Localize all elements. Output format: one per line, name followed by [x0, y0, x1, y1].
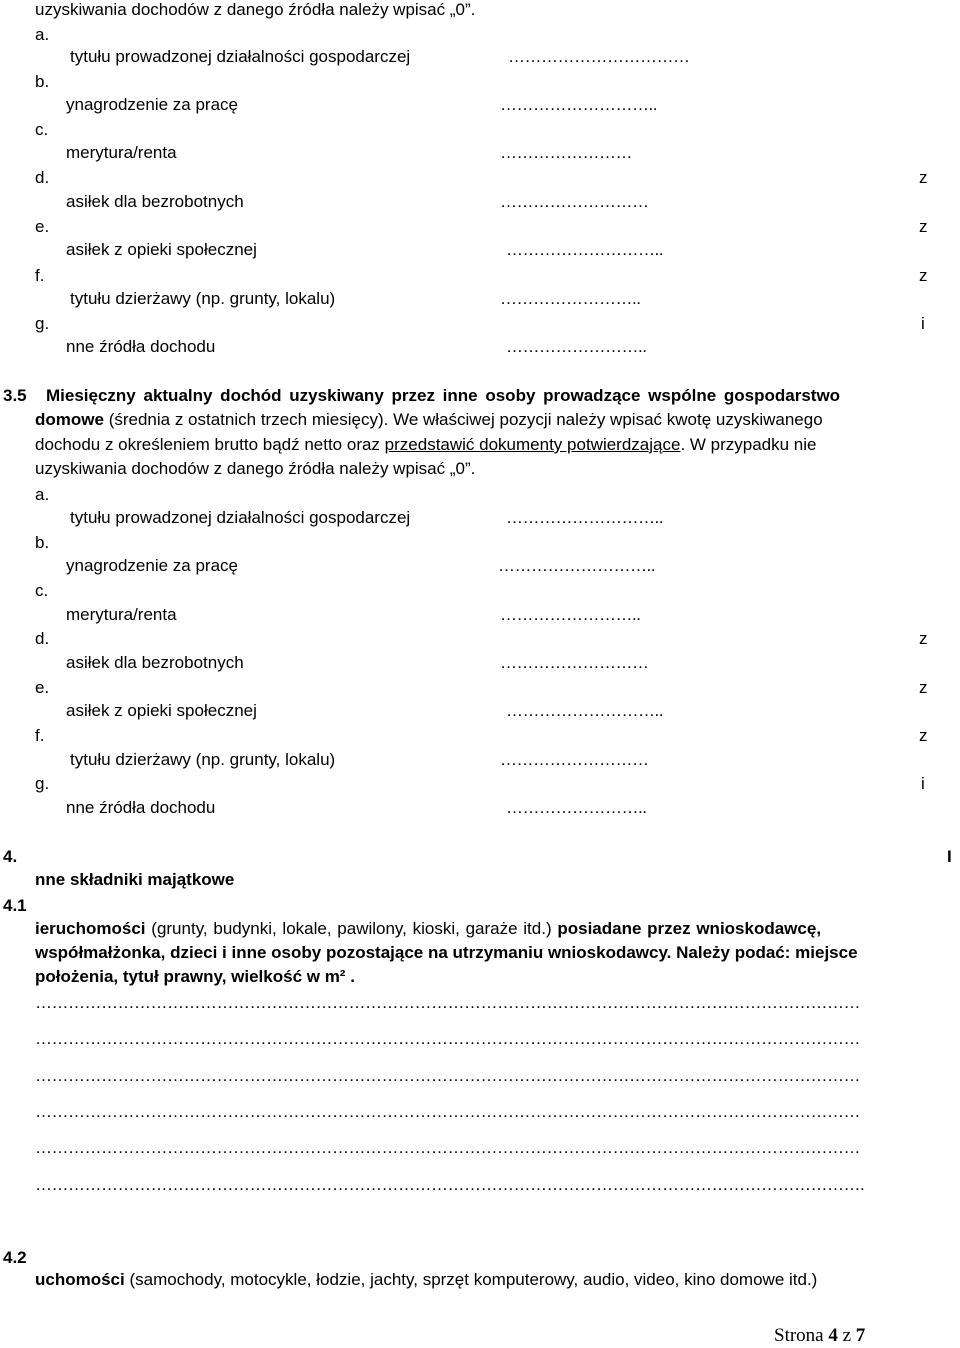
section-title-note: (średnia z ostatnich trzech miesięcy). [108, 410, 389, 429]
footer-page-number: 4 [828, 1325, 838, 1346]
fill-in-dots[interactable]: …………………….. [500, 605, 641, 624]
list-letter: e. [35, 217, 50, 236]
fill-in-line[interactable]: …………………………………………………………………………………………………………………………………… [35, 993, 860, 1012]
fill-in-dots[interactable]: …………………… [500, 143, 632, 162]
section-line [35, 919, 821, 939]
section-line [35, 1270, 817, 1290]
section-text-line: uzyskiwania dochodów z danego źródła należy wpisać „0”. [35, 459, 476, 478]
list-item-label: asiłek dla bezrobotnych [66, 192, 244, 211]
list-item-label: nne źródła dochodu [66, 337, 216, 356]
fill-in-dots[interactable]: …………………….. [506, 798, 647, 817]
fill-in-line[interactable]: ……………………………………………………………………………………………………………………………………. [35, 1175, 865, 1194]
list-item-label: ynagrodzenie za pracę [66, 95, 239, 114]
fill-in-dots[interactable]: ……………………….. [506, 508, 663, 527]
section-title-bold: ieruchomości [35, 919, 146, 938]
list-item-label: asiłek z opieki społecznej [66, 240, 257, 259]
fill-in-dots[interactable]: …………………….. [506, 337, 647, 356]
section-text-underlined: przedstawić dokumenty potwierdzające [384, 435, 681, 454]
list-letter: c. [35, 120, 49, 139]
footer-page-total: 7 [855, 1325, 866, 1346]
list-item-label: merytura/renta [66, 605, 177, 624]
list-letter: g. [35, 774, 50, 793]
footer-sep: z [842, 1325, 852, 1346]
section-title: nne składniki majątkowe [35, 870, 235, 889]
fill-in-dots[interactable]: …………………….. [500, 289, 641, 308]
margin-letter: z [919, 678, 928, 697]
list-item-label: merytura/renta [66, 143, 177, 162]
margin-letter: i [921, 774, 925, 793]
fill-in-dots[interactable]: ……………………….. [498, 556, 655, 575]
section-number: 4.2 [3, 1248, 27, 1267]
list-letter: d. [35, 168, 50, 187]
section-title-bold: posiadane przez wnioskodawcę, [557, 919, 822, 938]
list-letter: c. [35, 581, 49, 600]
list-item-label: tytułu dzierżawy (np. grunty, lokalu) [70, 750, 336, 769]
page-footer [774, 1326, 865, 1346]
list-letter: f. [35, 726, 45, 745]
list-item-label: ynagrodzenie za pracę [66, 556, 239, 575]
section-title-line-2 [35, 410, 823, 430]
section-title-bold: uchomości [35, 1270, 125, 1289]
list-letter: g. [35, 314, 50, 333]
section-note: (samochody, motocykle, łodzie, jachty, sprzęt komputerowy, audio, video, kino domowe itd.) [129, 1270, 818, 1289]
section-line: położenia, tytuł prawny, wielkość w m² . [35, 967, 355, 986]
list-item-label: asiłek dla bezrobotnych [66, 653, 244, 672]
footer-prefix: Strona [774, 1325, 824, 1346]
list-item-label: tytułu dzierżawy (np. grunty, lokalu) [70, 289, 336, 308]
section-text-line [35, 435, 817, 455]
list-item-label: tytułu prowadzonej działalności gospodarczej [70, 47, 411, 66]
margin-letter: I [947, 847, 952, 866]
intro-tail-text: uzyskiwania dochodów z danego źródła należy wpisać „0”. [35, 0, 476, 19]
section-text: We właściwej pozycji należy wpisać kwotę uzyskiwanego [393, 410, 823, 429]
margin-letter: i [921, 314, 925, 333]
fill-in-line[interactable]: …………………………………………………………………………………………………………………………………… [35, 1138, 860, 1157]
section-number: 4. [3, 847, 18, 866]
fill-in-dots[interactable]: ……………………….. [506, 701, 663, 720]
fill-in-dots[interactable]: ……………………… [500, 750, 649, 769]
list-letter: b. [35, 72, 50, 91]
fill-in-line[interactable]: …………………………………………………………………………………………………………………………………… [35, 1102, 860, 1121]
section-text: . W przypadku nie [680, 435, 817, 454]
list-letter: e. [35, 678, 50, 697]
margin-letter: z [919, 726, 928, 745]
list-letter: f. [35, 266, 45, 285]
list-letter: d. [35, 629, 50, 648]
list-letter: b. [35, 533, 50, 552]
fill-in-dots[interactable]: …………………………… [508, 47, 690, 66]
list-letter: a. [35, 25, 50, 44]
list-item-label: nne źródła dochodu [66, 798, 216, 817]
section-note: (grunty, budynki, lokale, pawilony, kioski, garaże itd.) [151, 919, 552, 938]
fill-in-dots[interactable]: ……………………… [500, 192, 649, 211]
fill-in-line[interactable]: …………………………………………………………………………………………………………………………………… [35, 1066, 860, 1085]
section-title: Miesięczny aktualny dochód uzyskiwany przez inne osoby prowadzące wspólne gospodarstwo [46, 386, 841, 405]
section-number: 4.1 [3, 896, 27, 915]
fill-in-dots[interactable]: ……………………….. [506, 240, 663, 259]
margin-letter: z [919, 168, 928, 187]
list-item-label: tytułu prowadzonej działalności gospodarczej [70, 508, 411, 527]
list-letter: a. [35, 485, 50, 504]
fill-in-dots[interactable]: ……………………….. [500, 95, 657, 114]
fill-in-line[interactable]: …………………………………………………………………………………………………………………………………… [35, 1029, 860, 1048]
section-line: współmałżonka, dzieci i inne osoby pozostające na utrzymaniu wnioskodawcy. Należy podać: miejsce [35, 943, 858, 962]
fill-in-dots[interactable]: ……………………… [500, 653, 649, 672]
margin-letter: z [919, 217, 928, 236]
list-item-label: asiłek z opieki społecznej [66, 701, 257, 720]
section-text: dochodu z określeniem brutto bądź netto oraz [35, 435, 380, 454]
margin-letter: z [919, 629, 928, 648]
section-title-bold: domowe [35, 410, 104, 429]
margin-letter: z [919, 266, 928, 285]
section-number: 3.5 [3, 386, 27, 405]
